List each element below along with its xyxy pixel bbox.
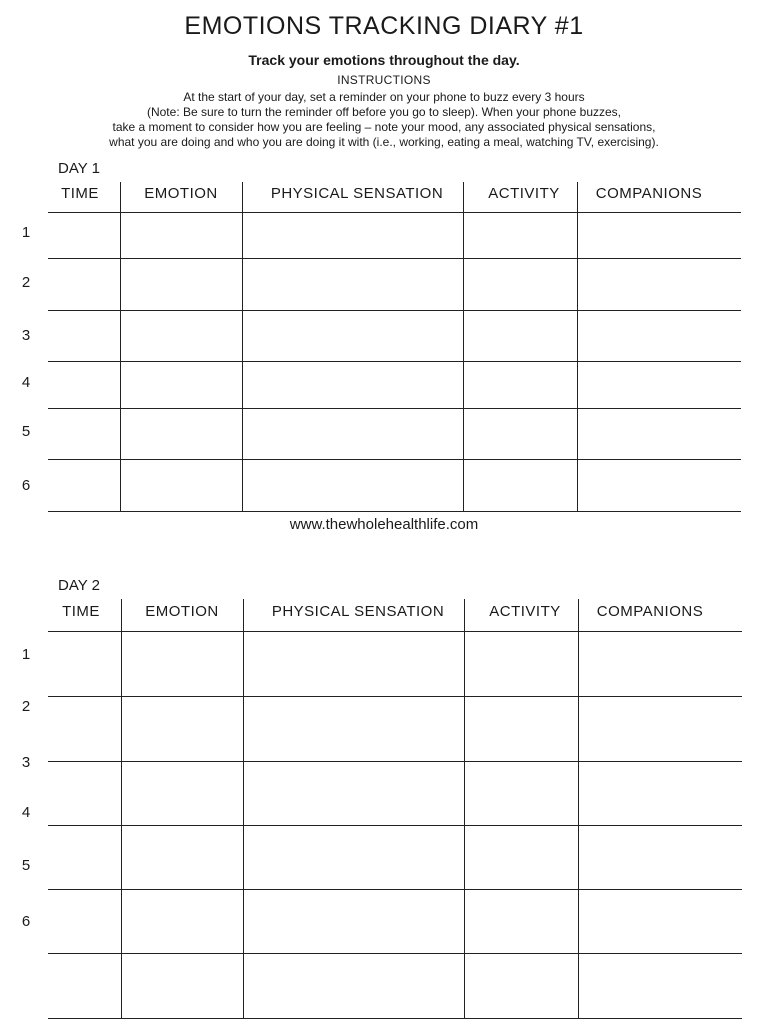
- day2-cell-companions[interactable]: [579, 697, 741, 760]
- day2-label: DAY 2: [58, 577, 100, 594]
- day1-cell-activity[interactable]: [464, 409, 576, 458]
- column-header-time: TIME: [61, 185, 99, 202]
- website-footer: www.thewholehealthlife.com: [289, 516, 479, 533]
- column-header-activity: ACTIVITY: [488, 185, 560, 202]
- row-number: 5: [21, 857, 31, 874]
- day1-cell-activity[interactable]: [464, 362, 576, 407]
- day1-label: DAY 1: [58, 160, 100, 177]
- column-header-emotion: EMOTION: [144, 185, 218, 202]
- day2-cell-emotion[interactable]: [122, 762, 242, 824]
- row-number: 3: [21, 754, 31, 771]
- page-subtitle: Track your emotions throughout the day.: [248, 52, 520, 68]
- day1-cell-companions[interactable]: [578, 259, 740, 309]
- day2-cell-time[interactable]: [49, 762, 120, 824]
- instructions-text: [0, 90, 768, 150]
- day2-cell-activity[interactable]: [465, 762, 577, 824]
- day2-cell-emotion[interactable]: [122, 954, 242, 1017]
- instructions-line: take a moment to consider how you are feeling – note your mood, any associated physical sensations,: [112, 120, 656, 134]
- day2-cell-companions[interactable]: [579, 954, 741, 1017]
- row-number: 4: [21, 374, 31, 391]
- day1-cell-physical-sensation[interactable]: [243, 259, 462, 309]
- day1-cell-physical-sensation[interactable]: [243, 362, 462, 407]
- instructions-heading: INSTRUCTIONS: [337, 73, 431, 87]
- page-title: EMOTIONS TRACKING DIARY #1: [184, 12, 584, 40]
- day1-cell-activity[interactable]: [464, 460, 576, 510]
- day1-cell-emotion[interactable]: [121, 213, 241, 257]
- row-number: 2: [21, 274, 31, 291]
- day1-cell-time[interactable]: [49, 362, 119, 407]
- day1-cell-physical-sensation[interactable]: [243, 460, 462, 510]
- day2-cell-companions[interactable]: [579, 826, 741, 888]
- day2-cell-physical-sensation[interactable]: [244, 697, 463, 760]
- day1-cell-emotion[interactable]: [121, 409, 241, 458]
- day2-cell-time[interactable]: [49, 826, 120, 888]
- day2-cell-activity[interactable]: [465, 890, 577, 952]
- row-number: 3: [21, 327, 31, 344]
- column-header-physical-sensation: PHYSICAL SENSATION: [271, 603, 445, 620]
- day2-cell-companions[interactable]: [579, 890, 741, 952]
- day2-cell-time[interactable]: [49, 890, 120, 952]
- day2-cell-physical-sensation[interactable]: [244, 762, 463, 824]
- day1-cell-companions[interactable]: [578, 311, 740, 360]
- day2-cell-activity[interactable]: [465, 697, 577, 760]
- day1-cell-time[interactable]: [49, 409, 119, 458]
- day1-cell-physical-sensation[interactable]: [243, 409, 462, 458]
- row-number: 6: [21, 913, 31, 930]
- row-number: 4: [21, 804, 31, 821]
- day2-cell-companions[interactable]: [579, 762, 741, 824]
- day1-cell-physical-sensation[interactable]: [243, 311, 462, 360]
- day2-cell-physical-sensation[interactable]: [244, 826, 463, 888]
- instructions-line: At the start of your day, set a reminder on your phone to buzz every 3 hours: [183, 90, 585, 104]
- row-divider: [48, 511, 741, 512]
- column-header-emotion: EMOTION: [145, 603, 219, 620]
- day2-cell-emotion[interactable]: [122, 632, 242, 695]
- day2-cell-time[interactable]: [49, 632, 120, 695]
- day1-cell-time[interactable]: [49, 460, 119, 510]
- column-header-activity: ACTIVITY: [489, 603, 561, 620]
- row-number: 2: [21, 698, 31, 715]
- day1-cell-companions[interactable]: [578, 362, 740, 407]
- day1-cell-emotion[interactable]: [121, 362, 241, 407]
- row-number: 1: [21, 646, 31, 663]
- day1-cell-time[interactable]: [49, 213, 119, 257]
- day2-cell-activity[interactable]: [465, 826, 577, 888]
- day2-cell-physical-sensation[interactable]: [244, 954, 463, 1017]
- day1-cell-companions[interactable]: [578, 213, 740, 257]
- day1-cell-companions[interactable]: [578, 460, 740, 510]
- day1-cell-emotion[interactable]: [121, 311, 241, 360]
- day2-cell-physical-sensation[interactable]: [244, 890, 463, 952]
- day1-cell-physical-sensation[interactable]: [243, 213, 462, 257]
- column-header-companions: COMPANIONS: [596, 603, 704, 620]
- column-header-physical-sensation: PHYSICAL SENSATION: [270, 185, 444, 202]
- day1-cell-companions[interactable]: [578, 409, 740, 458]
- day2-cell-emotion[interactable]: [122, 890, 242, 952]
- row-divider: [48, 1018, 742, 1019]
- day2-cell-time[interactable]: [49, 954, 120, 1017]
- day2-cell-emotion[interactable]: [122, 826, 242, 888]
- row-number: 5: [21, 423, 31, 440]
- instructions-line: what you are doing and who you are doing it with (i.e., working, eating a meal, watching TV, exercising).: [109, 135, 659, 149]
- day1-cell-activity[interactable]: [464, 213, 576, 257]
- column-header-companions: COMPANIONS: [595, 185, 703, 202]
- day2-cell-activity[interactable]: [465, 954, 577, 1017]
- row-number: 6: [21, 477, 31, 494]
- day2-cell-activity[interactable]: [465, 632, 577, 695]
- day2-cell-companions[interactable]: [579, 632, 741, 695]
- day2-cell-time[interactable]: [49, 697, 120, 760]
- day2-cell-physical-sensation[interactable]: [244, 632, 463, 695]
- day2-cell-emotion[interactable]: [122, 697, 242, 760]
- instructions-line: (Note: Be sure to turn the reminder off before you go to sleep). When your phone buzzes,: [146, 105, 622, 119]
- day1-cell-emotion[interactable]: [121, 259, 241, 309]
- column-header-time: TIME: [62, 603, 100, 620]
- row-number: 1: [21, 224, 31, 241]
- day1-cell-time[interactable]: [49, 259, 119, 309]
- day1-cell-activity[interactable]: [464, 311, 576, 360]
- day1-cell-emotion[interactable]: [121, 460, 241, 510]
- day1-cell-activity[interactable]: [464, 259, 576, 309]
- day1-cell-time[interactable]: [49, 311, 119, 360]
